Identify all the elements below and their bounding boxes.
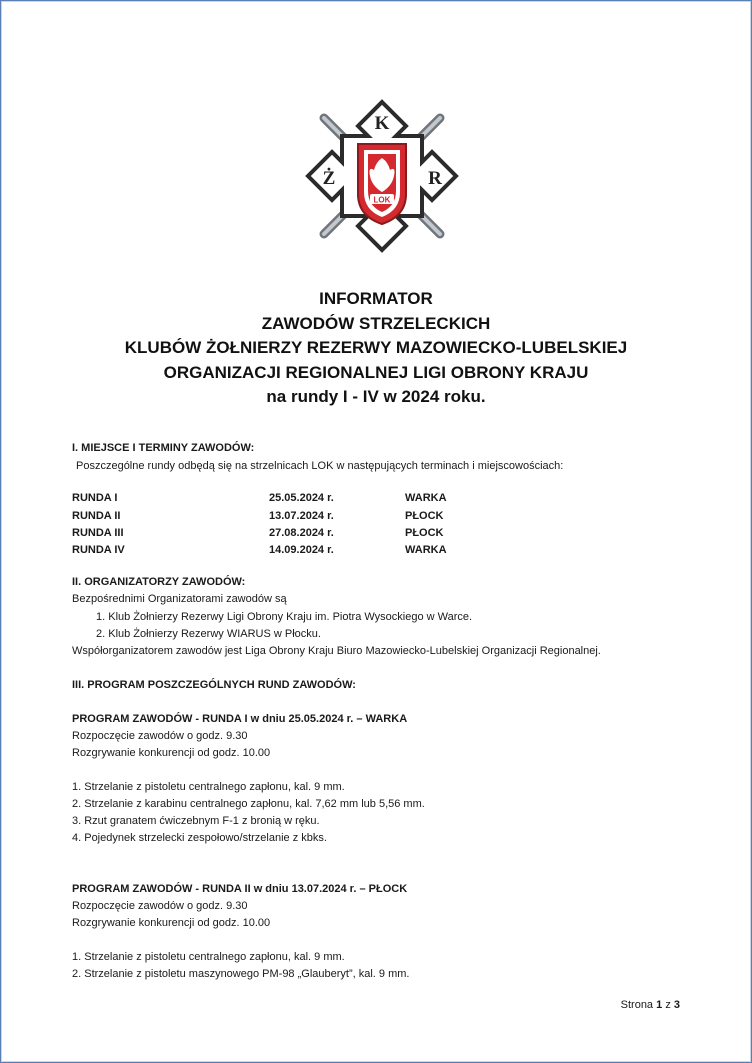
program-event: 4. Pojedynek strzelecki zespołowo/strzelanie z kbks. — [72, 832, 327, 844]
title-line: INFORMATOR — [319, 289, 433, 308]
round-place: WARKA — [405, 544, 447, 556]
page-label: Strona — [620, 999, 654, 1011]
program-event: 3. Rzut granatem ćwiczebnym F-1 z bronią w ręku. — [72, 815, 320, 827]
section-1-intro: Poszczególne rundy odbędą się na strzelnicach LOK w następujących terminach i miejscowościach: — [76, 460, 564, 472]
round-date: 27.08.2024 r. — [269, 527, 334, 539]
title-line: na rundy I - IV w 2024 roku. — [266, 387, 486, 406]
section-3-heading: III. PROGRAM POSZCZEGÓLNYCH RUND ZAWODÓW: — [72, 679, 356, 691]
red-shield — [358, 144, 406, 224]
round-date: 25.05.2024 r. — [269, 492, 334, 504]
section-2-intro: Bezpośrednimi Organizatorami zawodów są — [72, 593, 287, 605]
shield-text: LOK — [373, 195, 391, 205]
program-event: 2. Strzelanie z karabinu centralnego zapłonu, kal. 7,62 mm lub 5,56 mm. — [72, 798, 425, 810]
round-date: 14.09.2024 r. — [269, 544, 334, 556]
title-line: ZAWODÓW STRZELECKICH — [261, 313, 491, 333]
round-place: WARKA — [405, 492, 447, 504]
organizer-item: 2. Klub Żołnierzy Rezerwy WIARUS w Płocku. — [96, 628, 321, 640]
program-event: 1. Strzelanie z pistoletu centralnego zapłonu, kal. 9 mm. — [72, 951, 345, 963]
logo-letter-r: R — [428, 168, 442, 189]
round-name: RUNDA IV — [72, 544, 125, 556]
organizer-item: 1. Klub Żołnierzy Rezerwy Ligi Obrony Kraju im. Piotra Wysockiego w Warce. — [96, 611, 473, 623]
page-of: z — [665, 999, 671, 1011]
document-title — [0, 287, 752, 410]
logo-letter-k: K — [374, 113, 390, 134]
total-pages: 3 — [673, 999, 680, 1011]
round-place: PŁOCK — [405, 510, 444, 522]
round-name: RUNDA II — [72, 510, 121, 522]
lok-emblem-logo — [302, 96, 462, 256]
program-competition: Rozgrywanie konkurencji od godz. 10.00 — [72, 747, 271, 759]
title-line: ORGANIZACJI REGIONALNEJ LIGI OBRONY KRAJU — [163, 362, 589, 382]
program-event: 1. Strzelanie z pistoletu centralnego zapłonu, kal. 9 mm. — [72, 781, 345, 793]
program-competition: Rozgrywanie konkurencji od godz. 10.00 — [72, 917, 271, 929]
program-start: Rozpoczęcie zawodów o godz. 9.30 — [72, 900, 248, 912]
round-place: PŁOCK — [405, 527, 444, 539]
program-heading: PROGRAM ZAWODÓW - RUNDA II w dniu 13.07.2024 r. – PŁOCK — [72, 883, 408, 895]
co-organizer: Współorganizatorem zawodów jest Liga Obrony Kraju Biuro Mazowiecko-Lubelskiej Organizacji Regionalnej. — [72, 645, 601, 657]
page-number — [621, 999, 680, 1011]
logo-letter-z: Ż — [322, 168, 336, 189]
program-event: 2. Strzelanie z pistoletu maszynowego PM-98 „Glauberyt”, kal. 9 mm. — [72, 968, 410, 980]
round-date: 13.07.2024 r. — [269, 510, 334, 522]
title-line: KLUBÓW ŻOŁNIERZY REZERWY MAZOWIECKO-LUBELSKIEJ — [124, 338, 628, 357]
section-1-heading: I. MIEJSCE I TERMINY ZAWODÓW: — [72, 442, 255, 454]
current-page: 1 — [656, 999, 663, 1011]
program-start: Rozpoczęcie zawodów o godz. 9.30 — [72, 730, 248, 742]
program-heading: PROGRAM ZAWODÓW - RUNDA I w dniu 25.05.2024 r. – WARKA — [72, 713, 408, 725]
round-name: RUNDA III — [72, 527, 124, 539]
round-name: RUNDA I — [72, 492, 118, 504]
section-2-heading: II. ORGANIZATORZY ZAWODÓW: — [72, 576, 246, 588]
